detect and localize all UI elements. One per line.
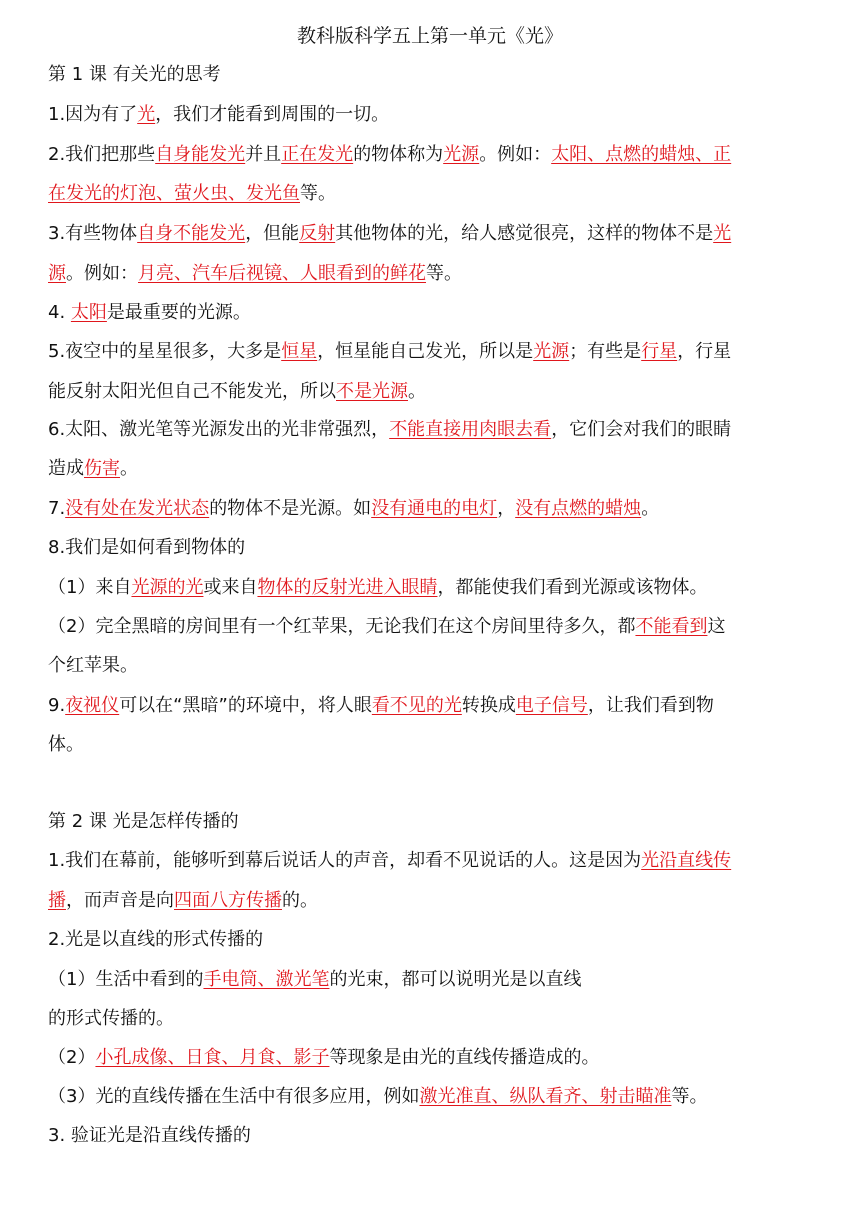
- document-title: 教科版科学五上第一单元《光》: [296, 25, 563, 47]
- text-line: [48, 889, 818, 913]
- text-segment: 的光束，都可以说明光是以直线: [329, 969, 582, 990]
- answer-text: 光: [137, 104, 156, 125]
- answer-text: 源: [48, 263, 66, 284]
- answer-text: 光沿直线传: [641, 850, 732, 871]
- answer-text: 不能看到: [635, 616, 708, 637]
- text-segment: 的。: [282, 890, 318, 911]
- text-segment: 这: [707, 616, 726, 637]
- text-segment: 1.我们在幕前，能够听到幕后说话人的声音，却看不见说话的人。这是因为: [48, 850, 642, 871]
- text-segment: 的形式传播的。: [48, 1008, 174, 1029]
- text-segment: ，而声音是向: [66, 890, 174, 911]
- answer-text: 看不见的光: [371, 695, 462, 716]
- text-segment: 能反射太阳光但自己不能发光，所以: [48, 381, 336, 402]
- text-line: [48, 810, 818, 834]
- text-line: [48, 457, 818, 481]
- text-line: [48, 222, 818, 246]
- text-segment: ，让我们看到物: [587, 695, 714, 716]
- text-line: [48, 968, 818, 992]
- text-segment: 其他物体的光，给人感觉很亮，这样的物体不是: [335, 223, 714, 244]
- text-segment: 2.光是以直线的形式传播的: [48, 929, 264, 950]
- answer-text: 激光准直、纵队看齐、射击瞄准: [419, 1086, 672, 1107]
- text-segment: 5.夜空中的星星很多，大多是: [48, 341, 282, 362]
- text-segment: 是最重要的光源。: [106, 302, 251, 323]
- text-segment: （2）: [48, 1047, 96, 1068]
- answer-text: 自身不能发光: [137, 223, 246, 244]
- text-line: [48, 576, 818, 600]
- answer-text: 不是光源: [336, 381, 408, 402]
- answer-text: 光: [713, 223, 732, 244]
- text-segment: 造成: [48, 458, 84, 479]
- answer-text: 小孔成像、日食、月食、影子: [95, 1047, 330, 1068]
- text-segment: ，: [497, 498, 516, 519]
- text-segment: 等现象是由光的直线传播造成的。: [329, 1047, 600, 1068]
- answer-text: 行星: [641, 341, 678, 362]
- text-line: [48, 418, 818, 442]
- text-segment: 。: [641, 498, 660, 519]
- text-line: [48, 340, 818, 364]
- answer-text: 在发光的灯泡、萤火虫、发光鱼: [48, 183, 300, 204]
- text-segment: ，恒星能自己发光，所以是: [317, 341, 534, 362]
- text-segment: 并且: [245, 144, 282, 165]
- text-segment: 等。: [671, 1086, 708, 1107]
- text-segment: 或来自: [203, 577, 258, 598]
- answer-text: 自身能发光: [155, 144, 246, 165]
- text-segment: 1.因为有了: [48, 104, 138, 125]
- text-segment: 3. 验证光是沿直线传播的: [48, 1125, 251, 1146]
- text-segment: 。例如：: [479, 144, 552, 165]
- text-line: [48, 654, 818, 678]
- text-segment: ，行星: [677, 341, 732, 362]
- text-segment: （1）生活中看到的: [48, 969, 204, 990]
- answer-text: 光源的光: [131, 577, 204, 598]
- text-line: [48, 536, 818, 560]
- text-segment: 。: [120, 458, 138, 479]
- text-segment: 6.太阳、激光笔等光源发出的光非常强烈，: [48, 419, 390, 440]
- text-segment: ；有些是: [569, 341, 642, 362]
- text-segment: （1）来自: [48, 577, 132, 598]
- text-line: [48, 615, 818, 639]
- answer-text: 月亮、汽车后视镜、人眼看到的鲜花: [138, 263, 426, 284]
- text-segment: 的物体不是光源。如: [209, 498, 372, 519]
- answer-text: 电子信号: [515, 695, 588, 716]
- text-line: [48, 1085, 818, 1109]
- text-segment: 9.: [48, 695, 66, 716]
- text-segment: 。: [408, 381, 426, 402]
- text-line: [48, 1124, 818, 1148]
- text-segment: ，都能使我们看到光源或该物体。: [437, 577, 708, 598]
- text-line: [48, 1007, 818, 1031]
- answer-text: 夜视仪: [65, 695, 120, 716]
- text-segment: 2.我们把那些: [48, 144, 156, 165]
- answer-text: 恒星: [281, 341, 318, 362]
- answer-text: 播: [48, 890, 66, 911]
- answer-text: 没有通电的电灯: [371, 498, 498, 519]
- text-segment: 的物体称为: [353, 144, 444, 165]
- text-line: [48, 182, 818, 206]
- answer-text: 光源: [533, 341, 570, 362]
- answer-text: 没有点燃的蜡烛: [515, 498, 642, 519]
- text-segment: ，它们会对我们的眼睛: [551, 419, 732, 440]
- text-segment: 等。: [300, 183, 336, 204]
- text-line: [48, 63, 818, 87]
- text-line: [48, 694, 818, 718]
- text-segment: 转换成: [461, 695, 516, 716]
- text-segment: 8.我们是如何看到物体的: [48, 537, 246, 558]
- text-segment: ，我们才能看到周围的一切。: [155, 104, 390, 125]
- text-segment: 体。: [48, 734, 84, 755]
- text-segment: 个红苹果。: [48, 655, 138, 676]
- text-line: [48, 301, 818, 325]
- text-segment: 3.有些物体: [48, 223, 138, 244]
- text-segment: （3）光的直线传播在生活中有很多应用，例如: [48, 1086, 420, 1107]
- text-line: [48, 849, 818, 873]
- text-line: [48, 497, 818, 521]
- text-line: [48, 380, 818, 404]
- answer-text: 光源: [443, 144, 480, 165]
- text-segment: 可以在“黑暗”的环境中，将人眼: [119, 695, 372, 716]
- text-segment: （2）完全黑暗的房间里有一个红苹果，无论我们在这个房间里待多久，都: [48, 616, 636, 637]
- text-line: [48, 143, 818, 167]
- text-line: [48, 1046, 818, 1070]
- answer-text: 伤害: [84, 458, 120, 479]
- text-line: [48, 103, 818, 127]
- answer-text: 正在发光: [281, 144, 354, 165]
- text-segment: 等。: [426, 263, 462, 284]
- text-segment: 7.: [48, 498, 66, 519]
- text-segment: 第 1 课 有关光的思考: [48, 64, 221, 85]
- text-segment: 4.: [48, 302, 71, 323]
- answer-text: 太阳、点燃的蜡烛、正: [551, 144, 732, 165]
- answer-text: 物体的反射光进入眼睛: [257, 577, 438, 598]
- answer-text: 反射: [299, 223, 336, 244]
- text-segment: ，但能: [245, 223, 300, 244]
- text-segment: 第 2 课 光是怎样传播的: [48, 811, 239, 832]
- answer-text: 太阳: [70, 302, 107, 323]
- text-line: [48, 262, 818, 286]
- text-line: [48, 733, 818, 757]
- answer-text: 手电筒、激光笔: [203, 969, 330, 990]
- text-segment: 。例如：: [66, 263, 138, 284]
- text-line: [48, 928, 818, 952]
- answer-text: 没有处在发光状态: [65, 498, 210, 519]
- answer-text: 不能直接用肉眼去看: [389, 419, 552, 440]
- answer-text: 四面八方传播: [174, 890, 282, 911]
